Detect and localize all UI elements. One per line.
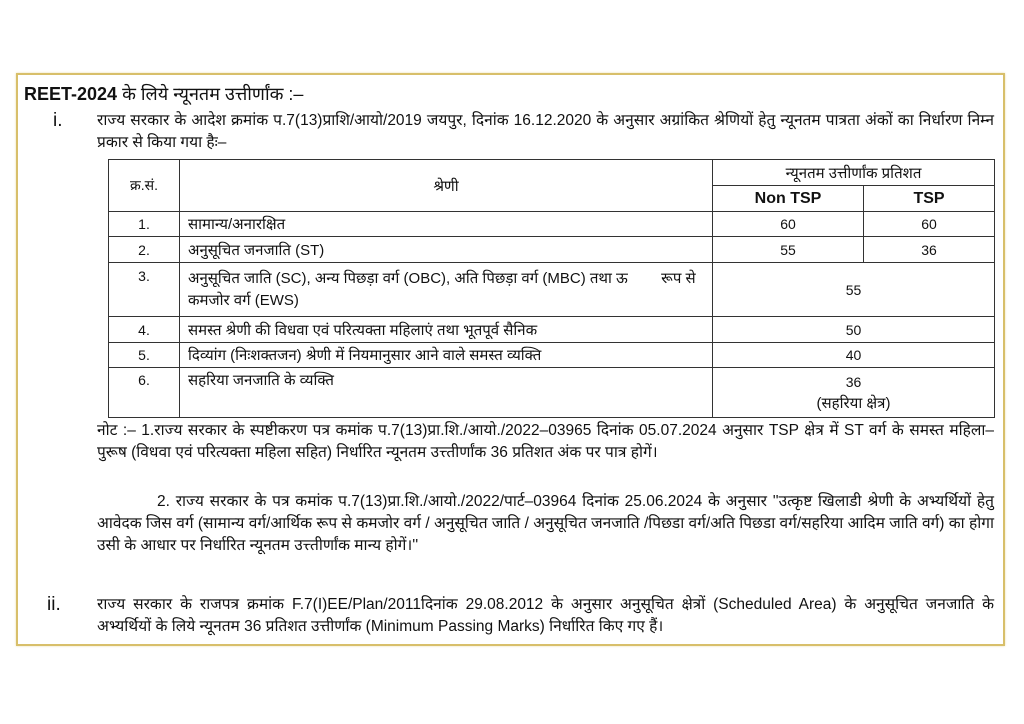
row-combined-cell [713,368,995,418]
table-row [109,263,995,317]
table-header-row [109,160,995,186]
header-non-tsp: Non TSP [713,186,864,212]
row-serial: 4. [109,317,180,343]
table-row [109,343,995,368]
section-i-marker: i. [53,110,63,131]
table-row [109,212,995,237]
row-non-tsp-value: 55 [713,237,864,263]
note-1: नोट :– 1.राज्य सरकार के स्पष्टीकरण पत्र कमांक प.7(13)प्रा.शि./आयो./2022–03965 दिनांक 05.07.2024 अनुसार TSP क्षेत्र में ST वर्ग के समस्त महिला–पुरूष (विधवा एवं परित्यक्ता महिला सहित) निर्धारित न्यूनतम उत्त्तीर्णांक 36 प्रतिशत अंक पर पात्र होगें। [97,422,994,461]
section-i-text: राज्य सरकार के आदेश क्रमांक प.7(13)प्राशि/आयो/2019 जयपुर, दिनांक 16.12.2020 के अनुसार अग्रांकित श्रेणियों हेतु न्यूनतम पात्रता अंकों का निर्धारण निम्न प्रकार से किया गया हैः– [97,112,994,151]
row-combined-value: 50 [713,317,995,343]
row-category: दिव्यांग (निःशक्तजन) श्रेणी में नियमानुसार आने वाले समस्त व्यक्ति [180,343,713,368]
section-ii-text: राज्य सरकार के राजपत्र क्रमांक F.7(I)EE/Plan/2011दिनांक 29.08.2012 के अनुसार अनुसूचित क्षेत्रों (Scheduled Area) के अनुसूचित जनजाति के अभ्यर्थियों के लिये न्यूनतम 36 प्रतिशत उत्तीर्णांक (Minimum Passing Marks) निर्धारित किए गए हैं। [97,596,994,635]
heading-exam-name: REET-2024 [24,84,118,104]
header-serial: क्र.सं. [109,160,180,212]
table-row [109,317,995,343]
row-category: सहरिया जनजाति के व्यक्ति [180,368,713,418]
row-serial: 6. [109,368,180,418]
row-combined-note: (सहरिया क्षेत्र) [816,394,891,412]
row-combined-value: 36 [845,373,862,390]
header-category: श्रेणी [180,160,713,212]
row-category: समस्त श्रेणी की विधवा एवं परित्यक्ता महिलाएं तथा भूतपूर्व सैनिक [180,317,713,343]
row-category: सामान्य/अनारक्षित [180,212,713,237]
page-heading [24,82,303,106]
row-serial: 3. [109,263,180,317]
row-serial: 5. [109,343,180,368]
row-category: अनुसूचित जनजाति (ST) [180,237,713,263]
row-combined-value: 55 [713,263,995,317]
row-tsp-value: 60 [864,212,995,237]
row-tsp-value: 36 [864,237,995,263]
row-category: अनुसूचित जाति (SC), अन्य पिछड़ा वर्ग (OBC), अति पिछड़ा वर्ग (MBC) तथा ऊ रूप से कमजोर वर्ग (EWS) [180,263,713,317]
header-min-pass-percent: न्यूनतम उत्तीर्णांक प्रतिशत [713,160,995,186]
section-ii-marker: ii. [47,594,61,615]
row-serial: 2. [109,237,180,263]
row-serial: 1. [109,212,180,237]
note-2: 2. राज्य सरकार के पत्र कमांक प.7(13)प्रा.शि./आयो./2022/पार्ट–03964 दिनांक 25.06.2024 के अनुसार ''उत्कृष्ट खिलाडी श्रेणी के अभ्यर्थियों हेतु आवेदक जिस वर्ग (सामान्य वर्ग/आर्थिक रूप से कमजोर वर्ग / अनुसूचित जाति / अनुसूचित जनजाति /पिछडा वर्ग/अति पिछडा वर्ग/सहरिया आदिम जाति वर्ग) का होगा उसी के आधार पर निर्धारित न्यूनतम उत्त्तीर्णांक मान्य होगें।'' [97,493,994,554]
heading-text: के लिये न्यूनतम उत्तीर्णांक :– [117,84,304,104]
table-row [109,368,995,418]
min-pass-marks-table [108,159,995,418]
row-non-tsp-value: 60 [713,212,864,237]
header-tsp: TSP [864,186,995,212]
table-row [109,237,995,263]
row-combined-value: 40 [713,343,995,368]
